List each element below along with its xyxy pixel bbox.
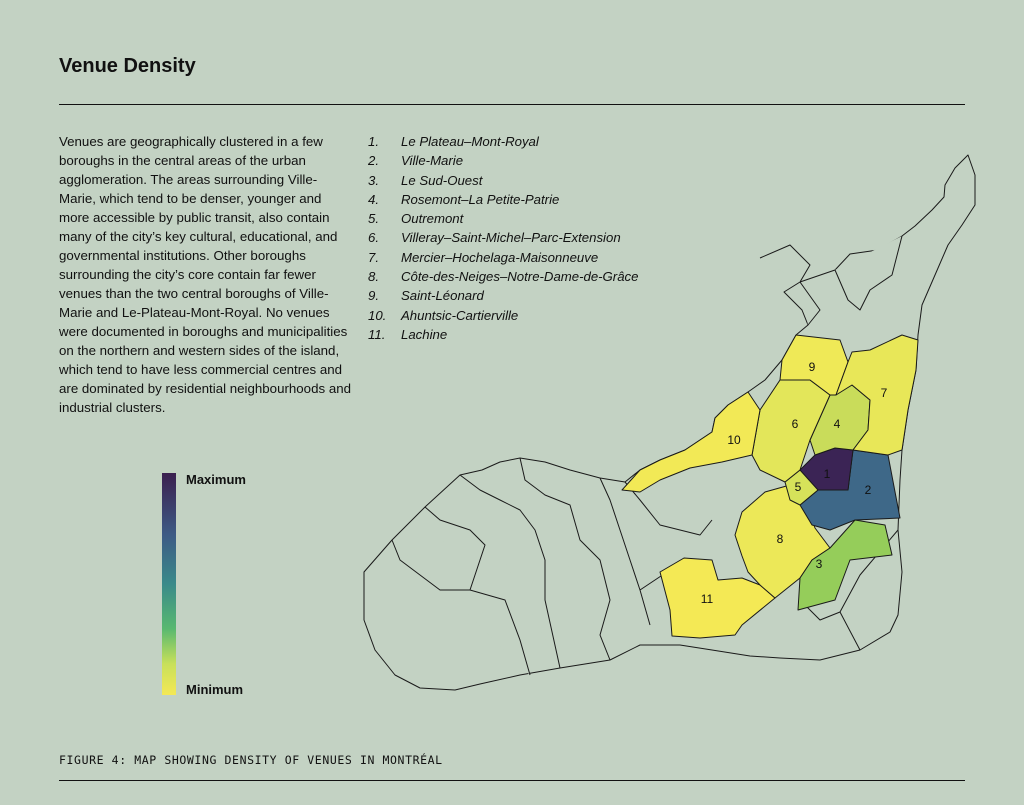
page-title: Venue Density xyxy=(59,55,196,77)
borough-label: 9 xyxy=(808,360,816,375)
borough-name: Saint-Léonard xyxy=(401,288,484,304)
borough-label: 2 xyxy=(864,483,872,498)
borough-list-item: 3. Le Sud-Ouest xyxy=(368,171,658,190)
borough-name: Ville-Marie xyxy=(401,153,464,169)
borough-label: 4 xyxy=(833,417,841,432)
borough-name: Le Plateau–Mont-Royal xyxy=(401,134,539,149)
borough-name: Outremont xyxy=(401,211,464,227)
borough-label: 5 xyxy=(794,480,802,495)
borough-list-item: 10. Ahuntsic-Cartierville xyxy=(368,306,658,325)
borough-name: Lachine xyxy=(401,326,448,342)
borough-list-item: 6. Villeray–Saint-Michel–Parc-Extension xyxy=(368,228,658,247)
borough-label: 3 xyxy=(815,557,823,572)
borough-list-item: 11. Lachine xyxy=(368,325,658,344)
borough-name: Côte-des-Neiges–Notre-Dame-de-Grâce xyxy=(401,269,639,285)
borough-list-item: 2. Ville-Marie xyxy=(368,151,658,170)
borough-list-item: 5. Outremont xyxy=(368,209,658,228)
borough-name: Rosemont–La Petite-Patrie xyxy=(401,191,560,207)
borough-list-item: 1. Le Plateau–Mont-Royal xyxy=(368,132,658,151)
borough-label: 1 xyxy=(823,467,831,482)
legend-max-label: Maximum xyxy=(186,472,246,487)
figure-caption: FIGURE 4: MAP SHOWING DENSITY OF VENUES IN MONTRÉAL xyxy=(59,753,443,767)
bottom-divider xyxy=(59,780,965,781)
borough-name: Le Sud-Ouest xyxy=(401,172,483,188)
borough-list-item: 9. Saint-Léonard xyxy=(368,286,658,305)
borough-name: Ahuntsic-Cartierville xyxy=(401,307,519,323)
borough-label: 8 xyxy=(776,532,784,547)
borough-label: 10 xyxy=(727,433,741,448)
description-paragraph: Venues are geographically clustered in a few boroughs in the central areas of the urban agglomeration. The areas surrounding Ville-Marie, which tend to be denser, younger and more accessible by public transit, also contain many of the city’s key cultural, educational, and governmental institutions. Other boroughs surrounding the city’s core contain far fewer venues than the two central boroughs of Ville-Marie and Le-Plateau-Mont-Royal. No venues were documented in boroughs and municipalities on the northern and western sides of the island, which tend to have less commercial centres and are dominated by residential neighbourhoods and industrial clusters. xyxy=(59,134,351,415)
borough-name: Mercier–Hochelaga-Maisonneuve xyxy=(401,249,599,265)
borough-list-item: 7. Mercier–Hochelaga-Maisonneuve xyxy=(368,248,658,267)
borough-label: 6 xyxy=(791,417,799,432)
borough-name: Villeray–Saint-Michel–Parc-Extension xyxy=(401,230,621,246)
borough-label: 11 xyxy=(700,592,714,607)
borough-list-item: 4. Rosemont–La Petite-Patrie xyxy=(368,190,658,209)
legend-min-label: Minimum xyxy=(186,682,244,697)
borough-label: 7 xyxy=(880,386,888,401)
borough-list-item: 8. Côte-des-Neiges–Notre-Dame-de-Grâce xyxy=(368,267,658,286)
